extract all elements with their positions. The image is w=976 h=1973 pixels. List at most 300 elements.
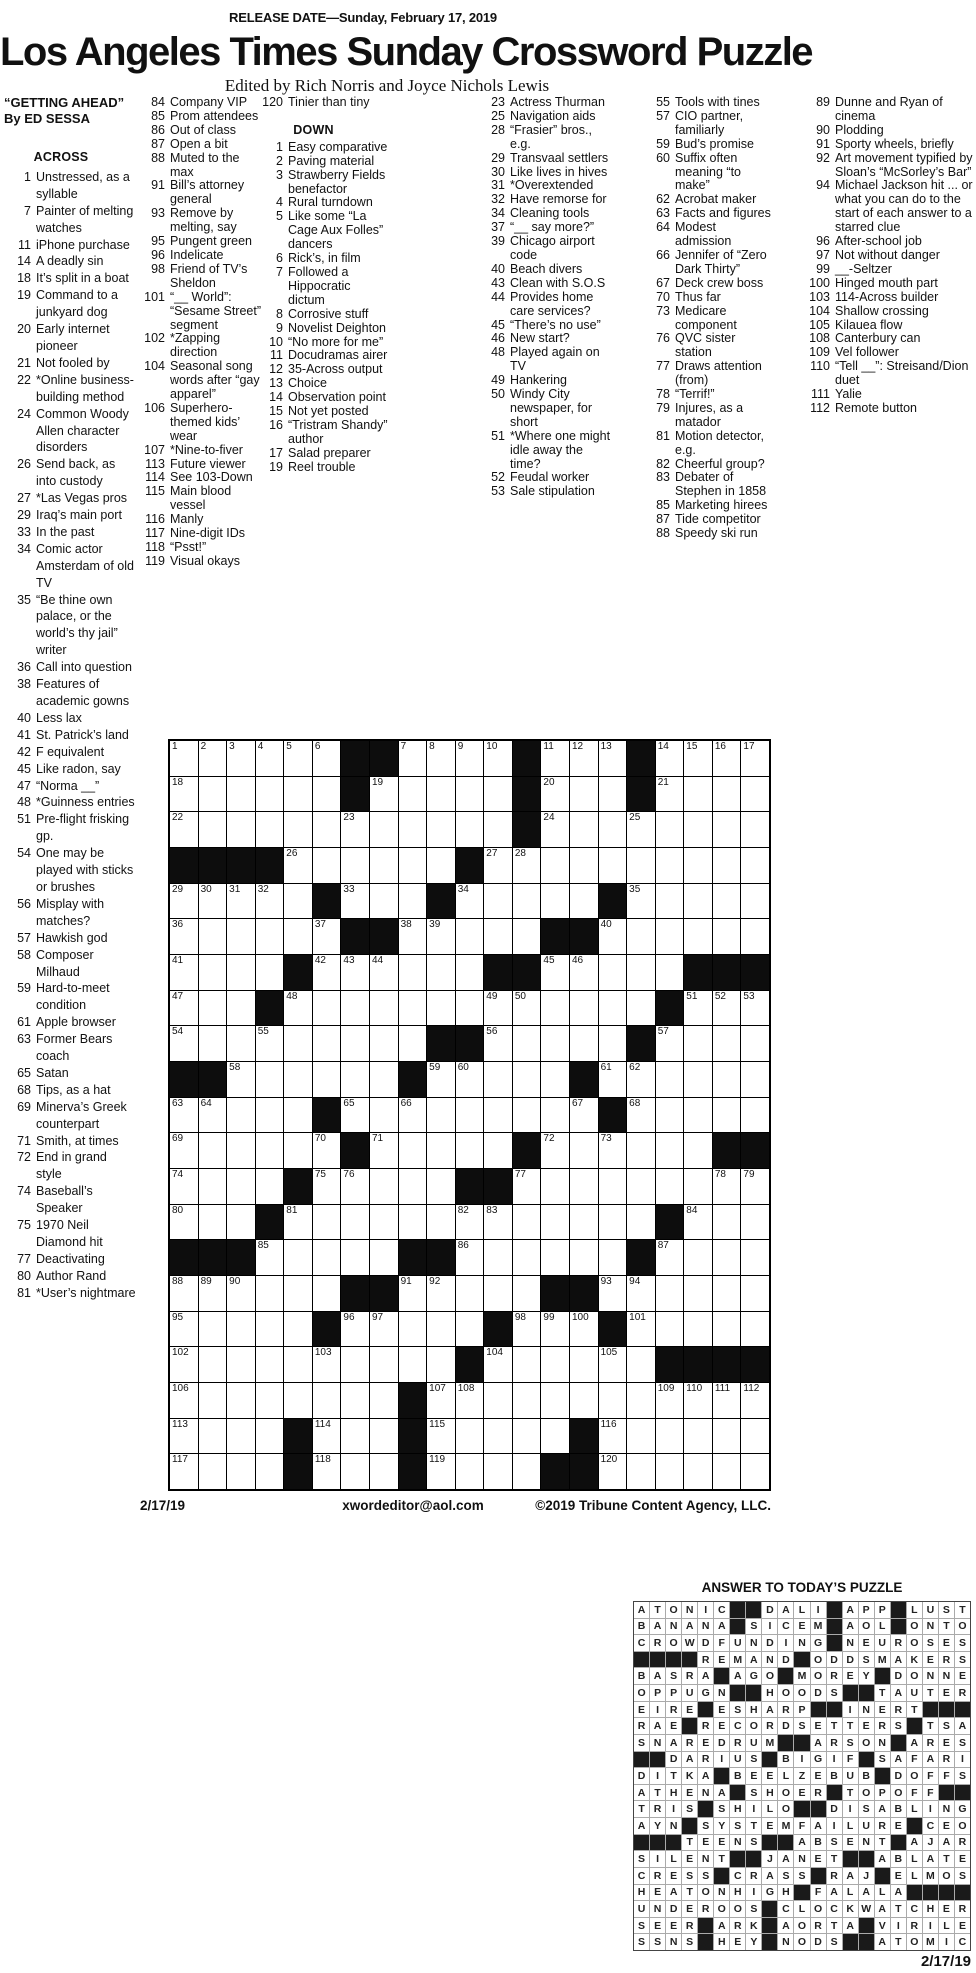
clue-item [478, 124, 613, 152]
clue-number: 68 [17, 1082, 31, 1097]
clue-item [4, 794, 136, 811]
clue-number: 109 [809, 345, 830, 360]
grid-cell [370, 1098, 398, 1133]
footer-email: xwordeditor@aol.com [342, 1498, 484, 1513]
grid-cell [456, 812, 484, 847]
clue-number: 27 [17, 491, 31, 506]
grid-cell [484, 991, 512, 1026]
grid-cell [713, 848, 741, 883]
clue-number: 88 [151, 150, 165, 165]
clue-item [4, 1099, 136, 1133]
clue-text: Sale stipulation [510, 484, 595, 499]
grid-cell [456, 1098, 484, 1133]
answer-cell: I [650, 1702, 665, 1718]
answer-cell-black [827, 1602, 842, 1618]
clue-number: 103 [809, 289, 830, 304]
answer-cell: R [730, 1735, 745, 1751]
answer-cell: R [682, 1918, 697, 1934]
clue-number: 19 [17, 288, 31, 303]
clue-text: Medicare component [675, 303, 737, 332]
answer-cell: A [843, 1918, 858, 1934]
grid-cell-number: 26 [286, 848, 298, 859]
clue-item [4, 744, 136, 761]
grid-cell [256, 1098, 284, 1133]
grid-cell [284, 1240, 312, 1275]
grid-cell [627, 1347, 655, 1382]
grid-cell-number: 15 [686, 741, 698, 752]
grid-cell [656, 812, 684, 847]
clue-number: 21 [17, 355, 31, 370]
grid-cell [627, 1098, 655, 1133]
grid-cell [341, 991, 369, 1026]
grid-cell [256, 1026, 284, 1061]
answer-cell: E [811, 1718, 826, 1734]
grid-cell-black [313, 1098, 341, 1133]
grid-cell-black [313, 884, 341, 919]
grid-cell [427, 1205, 455, 1240]
answer-cell: R [827, 1735, 842, 1751]
grid-cell [456, 1240, 484, 1275]
clue-text: 35-Across output [288, 362, 383, 377]
clue-number: 93 [151, 206, 165, 221]
clue-item [256, 141, 389, 155]
answer-cell: A [923, 1752, 938, 1768]
answer-cell: A [762, 1868, 777, 1884]
grid-cell [627, 1383, 655, 1418]
grid-cell [570, 1133, 598, 1168]
answer-cell: L [794, 1901, 809, 1917]
answer-cell: U [746, 1735, 761, 1751]
clue-number: 52 [491, 470, 505, 485]
answer-cell: C [634, 1635, 649, 1651]
grid-cell [427, 1347, 455, 1382]
grid-cell-number: 69 [172, 1133, 184, 1145]
grid-cell [427, 1312, 455, 1347]
grid-cell-number: 63 [172, 1097, 184, 1109]
clue-number: 50 [491, 387, 505, 402]
clue-number: 17 [269, 445, 283, 460]
clue-number: 84 [151, 95, 165, 109]
grid-cell-number: 12 [571, 741, 584, 752]
answer-cell: S [698, 1818, 713, 1834]
clue-item [256, 377, 389, 391]
answer-cell: S [955, 1635, 970, 1651]
clue-item [643, 499, 771, 513]
answer-cell: E [939, 1818, 954, 1834]
answer-cell: S [730, 1702, 745, 1718]
answer-cell: Y [746, 1934, 761, 1950]
grid-cell-number: 29 [172, 883, 184, 895]
clue-item [478, 221, 613, 235]
clue-item [4, 1149, 136, 1183]
grid-cell [741, 848, 769, 883]
answer-cell: N [859, 1702, 874, 1718]
grid-cell-number: 72 [543, 1133, 555, 1145]
answer-cell: R [955, 1901, 970, 1917]
grid-cell [456, 1205, 484, 1240]
grid-cell [284, 1312, 312, 1347]
clue-number: 72 [17, 1150, 31, 1165]
answer-cell: H [730, 1801, 745, 1817]
answer-cell-black [794, 1735, 809, 1751]
clue-item [138, 541, 265, 555]
grid-cell-black [256, 848, 284, 883]
grid-cell [284, 1098, 312, 1133]
clue-number: 32 [491, 192, 505, 207]
answer-cell: E [682, 1901, 697, 1917]
answer-cell: S [794, 1868, 809, 1884]
answer-cell: R [762, 1718, 777, 1734]
clue-text: Shallow crossing [835, 303, 929, 318]
answer-cell: M [875, 1652, 890, 1668]
grid-cell [656, 1169, 684, 1204]
clue-text: See 103-Down [170, 470, 253, 485]
clue-number: 9 [276, 320, 283, 335]
answer-cell: L [907, 1801, 922, 1817]
grid-cell [656, 955, 684, 990]
clue-number: 45 [17, 761, 31, 776]
clue-text: Draws attention (from) [675, 359, 762, 388]
grid-cell [227, 1276, 255, 1311]
clue-number: 74 [17, 1184, 31, 1199]
grid-cell [199, 1026, 227, 1061]
grid-cell [370, 1062, 398, 1097]
grid-cell [227, 1062, 255, 1097]
clue-number: 19 [269, 459, 283, 474]
grid-cell [684, 1312, 712, 1347]
clue-text: Prom attendees [170, 108, 259, 123]
clue-item [4, 372, 136, 406]
grid-cell-number: 42 [314, 955, 326, 966]
answer-cell: A [811, 1735, 826, 1751]
grid-cell [656, 884, 684, 919]
grid-cell [170, 812, 198, 847]
clue-text: Hawkish god [36, 930, 108, 945]
clue-item [643, 207, 771, 221]
grid-cell [227, 1312, 255, 1347]
answer-cell-black [650, 1652, 665, 1668]
grid-cell-black [256, 1205, 284, 1240]
grid-cell [741, 1312, 769, 1347]
grid-cell-black [541, 919, 569, 954]
answer-cell: R [939, 1752, 954, 1768]
clue-item [478, 193, 613, 207]
answer-cell: O [634, 1685, 649, 1701]
grid-cell [627, 1062, 655, 1097]
grid-cell-number: 85 [257, 1240, 269, 1252]
answer-cell: S [859, 1652, 874, 1668]
answer-cell: S [650, 1934, 665, 1950]
clue-number: 16 [269, 417, 283, 432]
grid-cell [713, 919, 741, 954]
grid-cell [456, 1276, 484, 1311]
clue-item [643, 249, 771, 277]
grid-cell [313, 1419, 341, 1454]
clue-text: Main blood vessel [170, 484, 232, 513]
grid-cell [541, 1133, 569, 1168]
answer-cell: R [682, 1668, 697, 1684]
grid-cell-number: 98 [514, 1311, 526, 1323]
grid-cell-number: 113 [172, 1418, 188, 1430]
grid-cell-black [341, 1276, 369, 1311]
answer-cell: F [939, 1768, 954, 1784]
grid-cell-black [284, 1419, 312, 1454]
grid-cell [741, 1169, 769, 1204]
answer-cell: O [811, 1901, 826, 1917]
clue-number: 116 [145, 512, 165, 527]
grid-cell [427, 1454, 455, 1489]
answer-cell: I [939, 1934, 954, 1950]
answer-cell: G [762, 1885, 777, 1901]
answer-cell: U [634, 1901, 649, 1917]
grid-cell [456, 1062, 484, 1097]
clue-text: Actress Thurman [510, 95, 605, 109]
answer-cell: N [666, 1619, 681, 1635]
grid-cell-black [656, 991, 684, 1026]
grid-cell [256, 1276, 284, 1311]
grid-cell-number: 59 [429, 1062, 441, 1073]
clue-number: 23 [491, 95, 505, 109]
answer-cell: E [714, 1702, 729, 1718]
answer-cell: A [650, 1718, 665, 1734]
grid-cell [456, 991, 484, 1026]
answer-cell: O [730, 1901, 745, 1917]
grid-cell [170, 1098, 198, 1133]
answer-cell: L [762, 1801, 777, 1817]
answer-cell: I [778, 1635, 793, 1651]
grid-cell [599, 1205, 627, 1240]
grid-cell [427, 812, 455, 847]
answer-cell: H [634, 1885, 649, 1901]
clue-item [4, 710, 136, 727]
grid-cell-number: 57 [657, 1026, 669, 1038]
clue-item [803, 291, 975, 305]
grid-cell [684, 741, 712, 776]
clue-text: Easy comparative [288, 139, 388, 154]
answer-cell: E [955, 1851, 970, 1867]
grid-cell [427, 1419, 455, 1454]
clue-number: 113 [145, 456, 165, 471]
grid-cell [399, 1205, 427, 1240]
grid-cell [256, 741, 284, 776]
answer-cell: O [698, 1885, 713, 1901]
answer-cell: H [714, 1934, 729, 1950]
clue-number: 80 [17, 1268, 31, 1283]
grid-cell [256, 1133, 284, 1168]
answer-cell: G [811, 1635, 826, 1651]
grid-cell [713, 1240, 741, 1275]
answer-cell: O [939, 1868, 954, 1884]
grid-cell [541, 741, 569, 776]
clue-number: 34 [491, 206, 505, 221]
clue-text: Like some “La Cage Aux Folles” dancers [288, 209, 384, 252]
answer-cell: H [666, 1785, 681, 1801]
answer-cell: A [778, 1851, 793, 1867]
clue-number: 98 [151, 261, 165, 276]
grid-cell-number: 116 [600, 1418, 617, 1430]
answer-cell: L [907, 1602, 922, 1618]
grid-cell-number: 50 [514, 990, 526, 1002]
clue-item [478, 207, 613, 221]
grid-cell [199, 1205, 227, 1240]
clue-item [643, 96, 771, 110]
answer-cell: G [698, 1685, 713, 1701]
grid-cell [570, 884, 598, 919]
grid-cell [541, 1169, 569, 1204]
answer-cell: N [859, 1835, 874, 1851]
grid-cell [399, 1312, 427, 1347]
answer-cell: N [794, 1851, 809, 1867]
clue-number: 39 [491, 234, 505, 249]
clue-number: 107 [144, 442, 165, 457]
clue-item [4, 1268, 136, 1285]
grid-cell-number: 99 [543, 1311, 555, 1323]
grid-cell [370, 991, 398, 1026]
grid-cell [541, 1098, 569, 1133]
grid-cell [684, 1169, 712, 1204]
grid-cell-number: 4 [257, 741, 264, 752]
answer-cell: O [811, 1652, 826, 1668]
grid-cell [570, 1169, 598, 1204]
clue-text: Novelist Deighton [288, 320, 386, 335]
clue-column-4 [478, 96, 613, 499]
grid-cell [170, 777, 198, 812]
grid-cell [599, 812, 627, 847]
answer-cell: E [859, 1635, 874, 1651]
answer-cell: T [923, 1718, 938, 1734]
answer-cell: R [650, 1635, 665, 1651]
answer-cell: T [827, 1718, 842, 1734]
clue-number: 79 [656, 400, 670, 415]
answer-cell: I [811, 1602, 826, 1618]
grid-cell [456, 1419, 484, 1454]
grid-cell [427, 777, 455, 812]
answer-cell-black [907, 1885, 922, 1901]
clue-number: 96 [816, 234, 830, 249]
clue-text: Not fooled by [36, 355, 110, 370]
clue-number: 35 [17, 592, 31, 607]
clue-number: 4 [276, 195, 283, 210]
clue-number: 105 [809, 317, 830, 332]
answer-cell-black [827, 1619, 842, 1635]
grid-cell-number: 78 [714, 1169, 726, 1180]
answer-cell-black [746, 1685, 761, 1701]
grid-cell [199, 955, 227, 990]
answer-cell: E [891, 1868, 906, 1884]
clue-number: 18 [17, 271, 31, 286]
grid-cell [313, 1240, 341, 1275]
grid-cell [256, 777, 284, 812]
grid-cell-number: 117 [172, 1454, 188, 1466]
answer-cell: S [682, 1801, 697, 1817]
clue-number: 59 [17, 981, 31, 996]
grid-cell [370, 848, 398, 883]
grid-cell [170, 1383, 198, 1418]
answer-cell: S [955, 1868, 970, 1884]
answer-cell: R [907, 1918, 922, 1934]
answer-cell: O [746, 1718, 761, 1734]
answer-cell-black [714, 1668, 729, 1684]
clue-item [803, 346, 975, 360]
answer-cell-black [859, 1752, 874, 1768]
answer-cell-black [698, 1934, 713, 1950]
clue-text: Features of academic gowns [36, 677, 130, 708]
grid-cell [656, 1383, 684, 1418]
clue-text: Clean with S.O.S [510, 275, 606, 290]
answer-date: 2/17/19 [920, 1953, 971, 1970]
grid-cell [284, 884, 312, 919]
clue-item [4, 1031, 136, 1065]
grid-cell [656, 1240, 684, 1275]
grid-cell [741, 1098, 769, 1133]
grid-cell [484, 812, 512, 847]
grid-cell [684, 1133, 712, 1168]
clue-text: Future viewer [170, 456, 246, 471]
answer-cell: B [891, 1851, 906, 1867]
grid-cell [570, 741, 598, 776]
clue-text: “__ World”: “Sesame Street” segment [170, 289, 262, 332]
answer-cell: E [939, 1735, 954, 1751]
answer-cell: R [923, 1735, 938, 1751]
answer-cell: O [907, 1668, 922, 1684]
clue-item [4, 659, 136, 676]
clue-item [256, 196, 389, 210]
clue-number: 66 [656, 247, 670, 262]
grid-cell [656, 848, 684, 883]
clue-text: Sporty wheels, briefly [835, 136, 954, 151]
grid-cell [370, 884, 398, 919]
answer-cell: R [746, 1868, 761, 1884]
edited-by-line: Edited by Rich Norris and Joyce Nichols Lewis [224, 76, 550, 95]
answer-cell: A [634, 1818, 649, 1834]
answer-cell: E [891, 1818, 906, 1834]
answer-cell: T [650, 1602, 665, 1618]
clue-text: *Overextended [510, 178, 594, 193]
clue-number: 117 [145, 526, 165, 541]
clue-number: 41 [17, 727, 31, 742]
grid-cell [256, 1169, 284, 1204]
clue-number: 118 [145, 540, 165, 554]
clue-item [803, 402, 975, 416]
answer-cell: I [698, 1602, 713, 1618]
grid-cell [741, 1454, 769, 1489]
grid-cell [199, 741, 227, 776]
clue-item [478, 166, 613, 180]
answer-cell-black [682, 1652, 697, 1668]
grid-cell-number: 7 [400, 741, 407, 752]
clue-text: Manly [170, 512, 204, 527]
grid-cell-black [627, 777, 655, 812]
grid-cell [170, 955, 198, 990]
answer-cell: O [859, 1785, 874, 1801]
grid-cell [713, 741, 741, 776]
clue-number: 49 [491, 373, 505, 388]
answer-cell: O [762, 1668, 777, 1684]
answer-cell: Y [859, 1668, 874, 1684]
grid-cell-black [513, 955, 541, 990]
answer-cell: A [875, 1851, 890, 1867]
clue-text: Tide competitor [675, 512, 761, 527]
answer-cell: F [907, 1752, 922, 1768]
clue-item [478, 291, 613, 319]
clue-text: 114-Across builder [835, 289, 939, 304]
answer-cell: R [955, 1835, 970, 1851]
clue-number: 110 [810, 359, 830, 374]
clue-text: Plodding [835, 122, 884, 137]
grid-cell-number: 30 [200, 883, 212, 895]
grid-cell-number: 60 [457, 1062, 469, 1073]
answer-cell: T [875, 1835, 890, 1851]
